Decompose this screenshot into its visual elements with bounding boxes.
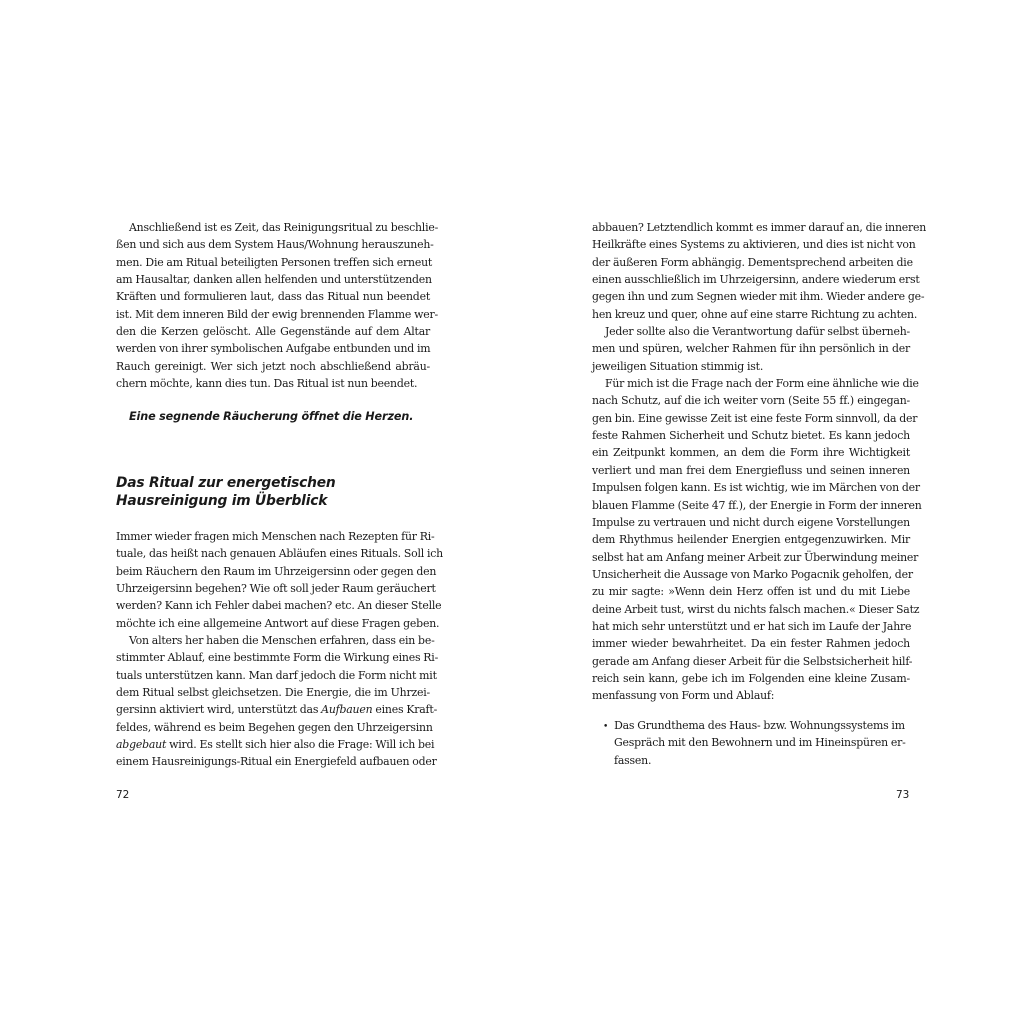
text-line: gen bin. Eine gewisse Zeit ist eine feste Form sinnvoll, da der [592,411,918,425]
text-line: jeweiligen Situation stimmig ist. [592,359,764,373]
text-line: beim Räuchern den Raum im Uhrzeigersinn oder gegen den [116,564,437,578]
left-paragraph-rituals [116,528,443,771]
text-line: Jeder sollte also die Verantwortung dafür selbst überneh- [605,325,910,339]
text-line: werden? Kann ich Fehler dabei machen? etc. An dieser Stelle [116,599,442,613]
text-line: ist. Mit dem inneren Bild der ewig brennenden Flamme wer- [116,307,438,321]
text-line [116,701,438,718]
text-line: gerade am Anfang dieser Arbeit für die Selbstsicherheit hilf- [592,654,913,668]
text-line: deine Arbeit tust, wirst du nichts falsch machen.« Dieser Satz [592,602,920,616]
text-line: einen ausschließlich im Uhrzeigersinn, andere wiederum erst [592,273,920,287]
bullet-list [592,717,910,769]
text-line: feldes, während es beim Begehen gegen den Uhrzeigersinn [116,720,433,734]
text-line: werden von ihrer symbolischen Aufgabe entbunden und im [116,342,431,356]
text-line: selbst hat am Anfang meiner Arbeit zur Überwindung meiner [592,550,919,564]
heading-line: Das Ritual zur energetischen [116,475,336,491]
text-line: menfassung von Form und Ablauf: [592,689,775,703]
text-line: Impulse zu vertrauen und nicht durch eigene Vorstellungen [592,515,910,529]
text-line: stimmter Ablauf, eine bestimmte Form die Wirkung eines Ri- [116,651,439,665]
text-line: immer wieder bewahrheitet. Da ein fester Rahmen jedoch [592,637,910,651]
text-line: men. Die am Ritual beteiligten Personen treffen sich erneut [116,255,433,269]
text-line: dem Ritual selbst gleichsetzen. Die Energie, die im Uhrzei- [116,686,430,700]
text-segment: eines Kraft- [372,703,438,717]
text-line: Kräften und formulieren laut, dass das Ritual nun beendet [116,290,430,304]
text-line: einem Hausreinigungs-Ritual ein Energiefeld aufbauen oder [116,755,437,769]
bullet-marker: • [603,722,609,732]
text-line: ßen und sich aus dem System Haus/Wohnung herauszuneh- [116,238,434,252]
text-line: Rauch gereinigt. Wer sich jetzt noch abschließend abräu- [116,359,430,373]
text-line: tuale, das heißt nach genauen Abläufen eines Rituals. Soll ich [116,547,443,561]
text-segment: wird. Es stellt sich hier also die Frage: Will ich bei [166,738,435,752]
list-item [592,717,910,734]
text-line: hen kreuz und quer, ohne auf eine starre Richtung zu achten. [592,307,918,321]
text-line: verliert und man frei dem Energiefluss und seinen inneren [592,463,910,477]
heading-line: Hausreinigung im Überblick [116,493,328,509]
text-segment: gersinn aktiviert wird, unterstützt das [116,703,322,717]
text-line: Anschließend ist es Zeit, das Reinigungsritual zu beschlie- [129,221,439,234]
list-item-text: fassen. [614,753,652,767]
text-line: Von alters her haben die Menschen erfahren, dass ein be- [129,634,435,648]
text-line: Unsicherheit die Aussage von Marko Pogacnik geholfen, der [592,567,913,581]
text-line: möchte ich eine allgemeine Antwort auf diese Fragen geben. [116,616,440,630]
text-line: Immer wieder fragen mich Menschen nach Rezepten für Ri- [116,530,435,543]
text-line: reich sein kann, gebe ich im Folgenden eine kleine Zusam- [592,671,910,685]
text-line: abbauen? Letztendlich kommt es immer darauf an, die inneren [592,221,927,234]
text-line: am Hausaltar, danken allen helfenden und unterstützenden [116,273,432,287]
section-heading [116,474,436,510]
text-line: hat mich sehr unterstützt und er hat sich im Laufe der Jahre [592,619,912,633]
text-line: den die Kerzen gelöscht. Alle Gegenstände auf dem Altar [116,325,430,339]
list-item-text: Gespräch mit den Bewohnern und im Hineinspüren er- [614,736,906,750]
text-line: ein Zeitpunkt kommen, an dem die Form ihre Wichtigkeit [592,446,910,460]
text-line: zu mir sagte: »Wenn dein Herz offen ist und du mit Liebe [592,585,910,599]
left-tagline-block [116,408,430,425]
text-line: der äußeren Form abhängig. Dementsprechend arbeiten die [592,255,913,269]
text-line: chern möchte, kann dies tun. Das Ritual ist nun beendet. [116,377,418,391]
text-line: gegen ihn und zum Segnen wieder mit ihm. Wieder andere ge- [592,290,925,304]
right-paragraph-continuation [592,219,927,705]
page-number: 73 [896,789,910,801]
text-line: tuals unterstützen kann. Man darf jedoch die Form nicht mit [116,668,437,682]
text-line: men und spüren, welcher Rahmen für ihn persönlich in der [592,342,910,356]
page-number: 72 [116,789,130,801]
text-line: Für mich ist die Frage nach der Form eine ähnliche wie die [605,377,919,391]
text-line: Uhrzeigersinn begehen? Wie oft soll jeder Raum geräuchert [116,582,436,596]
left-paragraph-closing-ritual [116,219,439,392]
text-line [116,736,435,753]
list-item-text: Das Grundthema des Haus- bzw. Wohnungssystems im [614,719,905,732]
text-line: nach Schutz, auf die ich weiter vorn (Seite 55 ff.) eingegan- [592,394,910,408]
text-line: Heilkräfte eines Systems zu aktivieren, und dies ist nicht von [592,238,916,252]
tagline: Eine segnende Räucherung öffnet die Herzen. [129,410,414,423]
right-page [512,0,1024,1024]
text-line: Impulsen folgen kann. Es ist wichtig, wie im Märchen von der [592,481,920,495]
emphasis-aufbauen: Aufbauen [321,703,373,717]
text-line: blauen Flamme (Seite 47 ff.), der Energie in Form der inneren [592,498,922,512]
text-line: feste Rahmen Sicherheit und Schutz bietet. Es kann jedoch [592,429,910,443]
text-line: dem Rhythmus heilender Energien entgegenzuwirken. Mir [592,533,910,547]
emphasis-abgebaut: abgebaut [116,738,167,752]
